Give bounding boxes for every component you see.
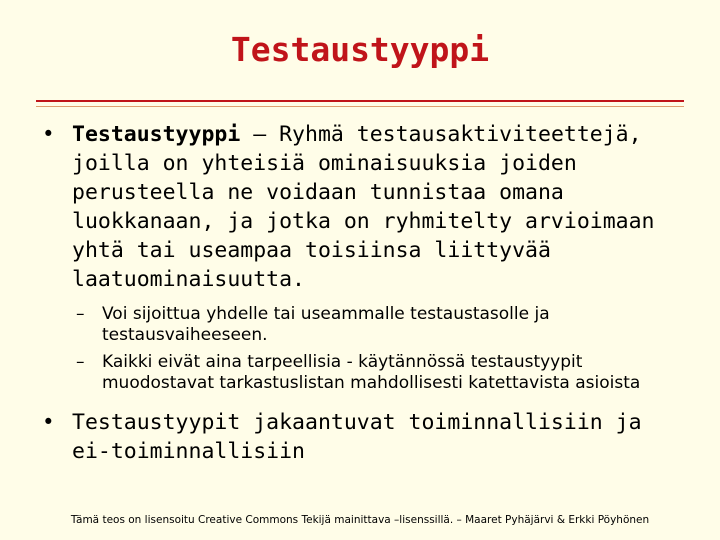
sub-bullet-item (36, 352, 686, 394)
license-footer: Tämä teos on lisensoitu Creative Commons Tekijä mainittava –lisenssillä. – Maaret Pyhäjärvi & Erkki Pöyhönen (70, 514, 650, 526)
bullet-item (36, 120, 686, 294)
title-divider-secondary (36, 106, 684, 107)
bullet-text: – Ryhmä testausaktiviteettejä, joilla on yhteisiä ominaisuuksia joiden perusteella ne voidaan tunnistaa omana luokkanaan, ja jotka on ryhmitelty arvioimaan yhtä tai useampaa toisiinsa liittyvää laatuominaisuutta. (72, 122, 655, 292)
bullet-text: Testaustyypit jakaantuvat toiminnallisiin ja ei-toiminnallisiin (72, 410, 642, 464)
bullet-term: Testaustyyppi (72, 122, 241, 147)
bullet-item (36, 408, 686, 466)
bullet-icon: • (42, 122, 55, 146)
sub-bullet-item (36, 304, 686, 346)
title-divider (36, 100, 684, 102)
sub-bullet-text: Kaikki eivät aina tarpeellisia - käytännössä testaustyypit muodostavat tarkastuslistan mahdollisesti katettavista asioista (102, 352, 641, 393)
dash-icon: – (76, 352, 85, 372)
bullet-icon: • (42, 410, 55, 434)
slide-content (36, 120, 686, 466)
dash-icon: – (76, 304, 85, 324)
slide-title: Testaustyyppi (230, 30, 490, 69)
sub-bullet-text: Voi sijoittua yhdelle tai useammalle testaustasolle ja testausvaiheeseen. (102, 304, 550, 345)
